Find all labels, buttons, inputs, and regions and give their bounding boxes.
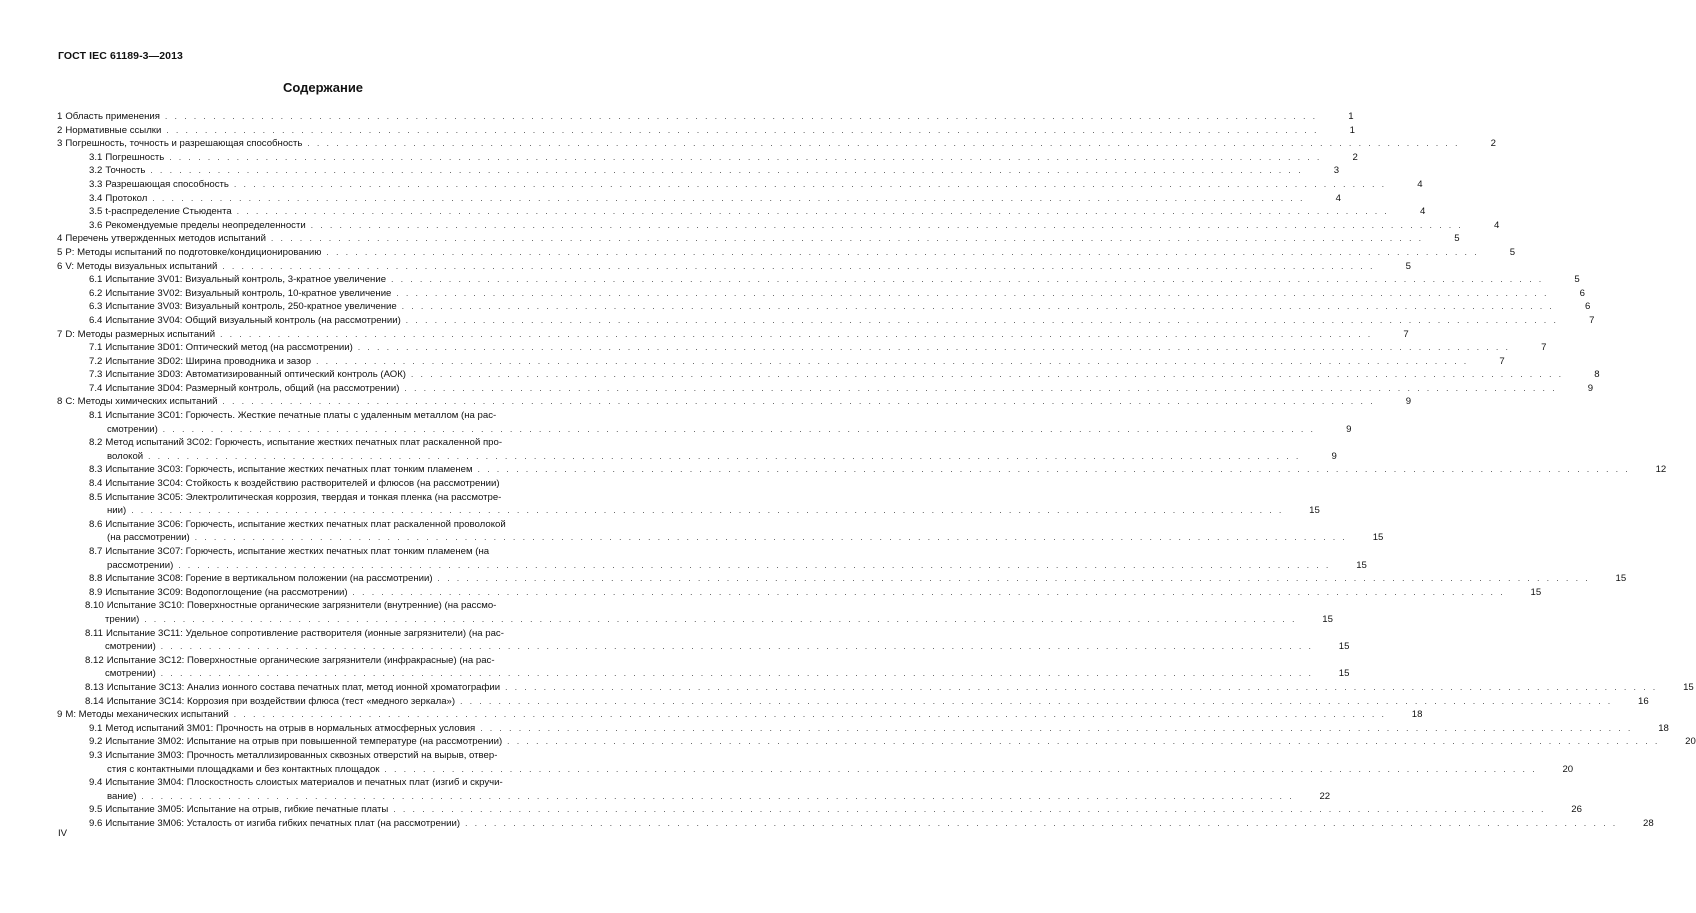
toc-entry-text: Испытание 3D01: Оптический метод (на рассмотрении) xyxy=(105,342,353,354)
toc-entry-number: 6 xyxy=(57,260,63,272)
toc-entry-text: Метод испытаний 3C02: Горючесть, испытание жестких печатных плат раскаленной про- xyxy=(105,437,503,449)
toc-entry-number: 8.4 xyxy=(89,478,103,490)
toc-entry-number: 8.1 xyxy=(89,410,103,422)
dot-leader: . . . . . . . . . . . . . . . . . . . . . . . . . . . . . . . . . . . . . . . . . . . . . . . . . . . . . . . . . . . . . . . . . . . . . . . . . . . . . . . . . . . . . . . . . . . . . . . . . . . . . . . . . . . . . . . . . . . . . . . . xyxy=(131,506,1284,516)
toc-entry-text: Испытание 3C01: Горючесть. Жесткие печатные платы с удаленным металлом (на рас- xyxy=(105,410,497,422)
toc-entry[interactable] xyxy=(57,219,1500,233)
toc-entry[interactable] xyxy=(57,382,1594,396)
toc-entry[interactable] xyxy=(57,137,1496,151)
toc-entry-number: 6.4 xyxy=(89,314,103,326)
toc-entry[interactable] xyxy=(57,545,1367,572)
toc-entry-page: 18 xyxy=(1411,709,1423,721)
dot-leader: . . . . . . . . . . . . . . . . . . . . . . . . . . . . . . . . . . . . . . . . . . . . . . . . . . . . . . . . . . . . . . . . . . . . . . . . . . . . . . . . . . . . . . . . . . . . . . . . . . . . . . . . . . . . . . . . . . . . . . . . xyxy=(460,696,1613,706)
toc-entry-number: 9 xyxy=(57,709,63,721)
toc-entry-number: 6.3 xyxy=(89,301,103,313)
dot-leader: . . . . . . . . . . . . . . . . . . . . . . . . . . . . . . . . . . . . . . . . . . . . . . . . . . . . . . . . . . . . . . . . . . . . . . . . . . . . . . . . . . . . . . . . . . . . . . . . . . . . . . . . . . . . . . . . . . . . . . . . xyxy=(401,302,1555,312)
toc-entry-number: 4 xyxy=(57,233,63,245)
toc-entry-number: 6.1 xyxy=(89,274,103,286)
toc-entry-continuation: трении) xyxy=(105,613,140,625)
toc-entry[interactable] xyxy=(57,708,1423,722)
toc-entry-page: 1 xyxy=(1348,111,1354,122)
toc-entry-page: 15 xyxy=(1372,532,1384,544)
toc-entry-number: 8.11 xyxy=(85,627,103,639)
standard-code: ГОСТ IEC 61189-3—2013 xyxy=(58,50,183,62)
toc-entry-number: 8.5 xyxy=(89,491,103,503)
toc-entry-text: P: Методы испытаний по подготовке/кондиционированию xyxy=(65,246,322,258)
toc-entry-text: Испытание 3V01: Визуальный контроль, 3-кратное увеличение xyxy=(105,274,387,286)
dot-leader: . . . . . . . . . . . . . . . . . . . . . . . . . . . . . . . . . . . . . . . . . . . . . . . . . . . . . . . . . . . . . . . . . . . . . . . . . . . . . . . . . . . . . . . . . . . . . . . . . . . . . . . . . . . . . . . . . . . . . . . . xyxy=(393,805,1546,815)
toc-entry[interactable] xyxy=(57,817,1654,831)
toc-entry-page: 7 xyxy=(1589,314,1595,326)
toc-entry-number: 3 xyxy=(57,138,63,150)
toc-entry-page: 18 xyxy=(1658,722,1669,734)
dot-leader: . . . . . . . . . . . . . . . . . . . . . . . . . . . . . . . . . . . . . . . . . . . . . . . . . . . . . . . . . . . . . . . . . . . . . . . . . . . . . . . . . . . . . . . . . . . . . . . . . . . . . . . . . . . . . . . . . . . . . . . . xyxy=(141,791,1295,801)
dot-leader: . . . . . . . . . . . . . . . . . . . . . . . . . . . . . . . . . . . . . . . . . . . . . . . . . . . . . . . . . . . . . . . . . . . . . . . . . . . . . . . . . . . . . . . . . . . . . . . . . . . . . . . . . . . . . . . . . . . . . . . . xyxy=(164,112,1318,121)
toc-entry-page: 26 xyxy=(1571,804,1582,816)
toc-entry-page: 5 xyxy=(1405,260,1411,272)
dot-leader: . . . . . . . . . . . . . . . . . . . . . . . . . . . . . . . . . . . . . . . . . . . . . . . . . . . . . . . . . . . . . . . . . . . . . . . . . . . . . . . . . . . . . . . . . . . . . . . . . . . . . . . . . . . . . . . . . . . . . . . . xyxy=(437,574,1591,584)
toc-entry-number: 3.6 xyxy=(89,219,103,231)
toc-entry-page: 4 xyxy=(1494,219,1500,231)
toc-entry-number: 8.2 xyxy=(89,437,103,449)
toc-entry-page: 16 xyxy=(1638,695,1649,707)
toc-entry[interactable] xyxy=(57,273,1580,287)
dot-leader: . . . . . . . . . . . . . . . . . . . . . . . . . . . . . . . . . . . . . . . . . . . . . . . . . . . . . . . . . . . . . . . . . . . . . . . . . . . . . . . . . . . . . . . . . . . . . . . . . . . . . . . . . . . . . . . . . . . . . . . . xyxy=(166,125,1319,135)
toc-entry[interactable] xyxy=(57,627,1350,654)
dot-leader: . . . . . . . . . . . . . . . . . . . . . . . . . . . . . . . . . . . . . . . . . . . . . . . . . . . . . . . . . . . . . . . . . . . . . . . . . . . . . . . . . . . . . . . . . . . . . . . . . . . . . . . . . . . . . . . . . . . . . . . . xyxy=(160,669,1314,679)
dot-leader: . . . . . . . . . . . . . . . . . . . . . . . . . . . . . . . . . . . . . . . . . . . . . . . . . . . . . . . . . . . . . . . . . . . . . . . . . . . . . . . . . . . . . . . . . . . . . . . . . . . . . . . . . . . . . . . . . . . . . . . . xyxy=(178,560,1331,570)
toc-entry-continuation: смотрении) xyxy=(105,668,156,680)
toc-entry-continuation: вание) xyxy=(107,790,137,802)
toc-entry-number: 8.13 xyxy=(85,681,104,693)
toc-entry[interactable] xyxy=(57,436,1337,463)
toc-entry-text: Погрешность xyxy=(105,151,165,163)
toc-entry-text: M: Методы механических испытаний xyxy=(65,709,229,721)
dot-leader: . . . . . . . . . . . . . . . . . . . . . . . . . . . . . . . . . . . . . . . . . . . . . . . . . . . . . . . . . . . . . . . . . . . . . . . . . . . . . . . . . . . . . . . . . . . . . . . . . . . . . . . . . . . . . . . . . . . . . . . . xyxy=(352,587,1506,597)
toc-entry[interactable] xyxy=(57,232,1460,246)
toc-entry[interactable] xyxy=(57,654,1350,681)
dot-leader: . . . . . . . . . . . . . . . . . . . . . . . . . . . . . . . . . . . . . . . . . . . . . . . . . . . . . . . . . . . . . . . . . . . . . . . . . . . . . . . . . . . . . . . . . . . . . . . . . . . . . . . . . . . . . . . . . . . . . . . . xyxy=(357,343,1511,353)
toc-entry-page: 2 xyxy=(1352,151,1358,163)
toc-entry[interactable] xyxy=(57,205,1426,219)
toc-entry[interactable] xyxy=(57,803,1582,817)
toc-entry[interactable] xyxy=(57,491,1320,518)
toc-entry-text: t-распределение Стьюдента xyxy=(105,206,232,218)
toc-entry-number: 3.4 xyxy=(89,192,103,204)
toc-entry-page: 15 xyxy=(1530,586,1542,598)
toc-entry[interactable] xyxy=(57,178,1423,192)
toc-entry-number: 7 xyxy=(57,328,63,340)
dot-leader: . . . . . . . . . . . . . . . . . . . . . . . . . . . . . . . . . . . . . . . . . . . . . . . . . . . . . . . . . . . . . . . . . . . . . . . . . . . . . . . . . . . . . . . . . . . . . . . . . . . . . . . . . . . . . . . . . . . . . . . . xyxy=(222,261,1375,271)
toc-entry-number: 9.6 xyxy=(89,817,103,829)
toc-entry-text: Испытание 3C03: Горючесть, испытание жестких печатных плат тонким пламенем xyxy=(105,464,473,476)
toc-entry-number: 2 xyxy=(57,124,63,136)
toc-entry[interactable] xyxy=(57,722,1669,736)
toc-entry[interactable] xyxy=(57,124,1355,138)
dot-leader: . . . . . . . . . . . . . . . . . . . . . . . . . . . . . . . . . . . . . . . . . . . . . . . . . . . . . . . . . . . . . . . . . . . . . . . . . . . . . . . . . . . . . . . . . . . . . . . . . . . . . . . . . . . . . . . . . . . . . . . . xyxy=(505,682,1658,692)
toc-entry-page: 1 xyxy=(1349,124,1355,136)
toc-entry[interactable] xyxy=(57,463,1667,477)
toc-entry-text: D: Методы размерных испытаний xyxy=(65,328,216,340)
table-of-contents xyxy=(57,110,1696,830)
toc-entry[interactable] xyxy=(57,409,1352,436)
toc-entry-continuation: (на рассмотрении) xyxy=(107,532,190,544)
toc-entry-number: 8.9 xyxy=(89,586,103,598)
toc-entry-text: Рекомендуемые пределы неопределенности xyxy=(105,219,306,231)
toc-entry-page: 15 xyxy=(1309,505,1320,517)
dot-leader: . . . . . . . . . . . . . . . . . . . . . . . . . . . . . . . . . . . . . . . . . . . . . . . . . . . . . . . . . . . . . . . . . . . . . . . . . . . . . . . . . . . . . . . . . . . . . . . . . . . . . . . . . . . . . . . . . . . . . . . . xyxy=(465,818,1618,828)
toc-entry-continuation: смотрении) xyxy=(107,423,158,435)
dot-leader: . . . . . . . . . . . . . . . . . . . . . . . . . . . . . . . . . . . . . . . . . . . . . . . . . . . . . . . . . . . . . . . . . . . . . . . . . . . . . . . . . . . . . . . . . . . . . . . . . . . . . . . . . . . . . . . . . . . . . . . . xyxy=(162,424,1316,434)
page-title: Содержание xyxy=(282,80,364,95)
toc-entry[interactable] xyxy=(57,749,1574,776)
dot-leader: . . . . . . . . . . . . . . . . . . . . . . . . . . . . . . . . . . . . . . . . . . . . . . . . . . . . . . . . . . . . . . . . . . . . . . . . . . . . . . . . . . . . . . . . . . . . . . . . . . . . . . . . . . . . . . . . . . . . . . . . xyxy=(391,275,1544,285)
toc-entry-number: 8.8 xyxy=(89,573,103,585)
toc-entry-page: 15 xyxy=(1338,641,1350,653)
toc-entry-number: 7.4 xyxy=(89,382,103,394)
toc-entry-continuation: стия с контактными площадками и без контактных площадок xyxy=(107,763,380,775)
toc-entry-page: 5 xyxy=(1574,274,1580,286)
dot-leader: . . . . . . . . . . . . . . . . . . . . . . . . . . . . . . . . . . . . . . . . . . . . . . . . . . . . . . . . . . . . . . . . . . . . . . . . . . . . . . . . . . . . . . . . . . . . . . . . . . . . . . . . . . . . . . . . . . . . . . . . xyxy=(148,451,1301,461)
toc-entry-continuation: волокой xyxy=(107,450,144,462)
toc-entry-text: Метод испытаний 3M01: Прочность на отрыв в нормальных атмосферных условия xyxy=(105,722,476,734)
toc-entry[interactable] xyxy=(57,341,1547,355)
toc-entry-number: 8.10 xyxy=(85,600,104,612)
toc-entry-page: 12 xyxy=(1655,464,1667,476)
toc-entry[interactable] xyxy=(57,681,1694,695)
dot-leader: . . . . . . . . . . . . . . . . . . . . . . . . . . . . . . . . . . . . . . . . . . . . . . . . . . . . . . . . . . . . . . . . . . . . . . . . . . . . . . . . . . . . . . . . . . . . . . . . . . . . . . . . . . . . . . . . . . . . . . . . xyxy=(233,179,1387,189)
toc-entry[interactable] xyxy=(57,164,1340,178)
toc-entry[interactable] xyxy=(57,368,1600,382)
dot-leader: . . . . . . . . . . . . . . . . . . . . . . . . . . . . . . . . . . . . . . . . . . . . . . . . . . . . . . . . . . . . . . . . . . . . . . . . . . . . . . . . . . . . . . . . . . . . . . . . . . . . . . . . . . . . . . . . . . . . . . . . xyxy=(270,234,1424,244)
toc-entry-number: 1 xyxy=(57,111,63,122)
dot-leader: . . . . . . . . . . . . . . . . . . . . . . . . . . . . . . . . . . . . . . . . . . . . . . . . . . . . . . . . . . . . . . . . . . . . . . . . . . . . . . . . . . . . . . . . . . . . . . . . . . . . . . . . . . . . . . . . . . . . . . . . xyxy=(411,370,1564,380)
dot-leader: . . . . . . . . . . . . . . . . . . . . . . . . . . . . . . . . . . . . . . . . . . . . . . . . . . . . . . . . . . . . . . . . . . . . . . . . . . . . . . . . . . . . . . . . . . . . . . . . . . . . . . . . . . . . . . . . . . . . . . . . xyxy=(326,247,1480,257)
toc-entry-number: 7.1 xyxy=(89,342,103,354)
toc-entry-page: 15 xyxy=(1356,559,1367,571)
toc-entry[interactable] xyxy=(57,192,1341,206)
toc-entry-page: 7 xyxy=(1541,342,1547,354)
toc-entry-number: 8 xyxy=(57,396,63,408)
dot-leader: . . . . . . . . . . . . . . . . . . . . . . . . . . . . . . . . . . . . . . . . . . . . . . . . . . . . . . . . . . . . . . . . . . . . . . . . . . . . . . . . . . . . . . . . . . . . . . . . . . . . . . . . . . . . . . . . . . . . . . . . xyxy=(220,329,1373,339)
toc-entry-number: 9.2 xyxy=(89,736,103,748)
toc-entry-page: 3 xyxy=(1333,165,1340,177)
dot-leader: . . . . . . . . . . . . . . . . . . . . . . . . . . . . . . . . . . . . . . . . . . . . . . . . . . . . . . . . . . . . . . . . . . . . . . . . . . . . . . . . . . . . . . . . . . . . . . . . . . . . . . . . . . . . . . . . . . . . . . . . xyxy=(307,139,1460,149)
dot-leader: . . . . . . . . . . . . . . . . . . . . . . . . . . . . . . . . . . . . . . . . . . . . . . . . . . . . . . . . . . . . . . . . . . . . . . . . . . . . . . . . . . . . . . . . . . . . . . . . . . . . . . . . . . . . . . . . . . . . . . . . xyxy=(194,533,1348,543)
toc-entry-page: 28 xyxy=(1643,817,1654,829)
toc-entry-number: 8.6 xyxy=(89,518,103,530)
toc-entry[interactable] xyxy=(57,776,1331,803)
toc-entry-text: Испытание 3V02: Визуальный контроль, 10-кратное увеличение xyxy=(105,287,392,299)
toc-entry-text: Испытание 3M02: Испытание на отрыв при повышенной температуре (на рассмотрении) xyxy=(105,736,503,748)
toc-entry-text: Разрешающая способность xyxy=(105,178,229,190)
dot-leader: . . . . . . . . . . . . . . . . . . . . . . . . . . . . . . . . . . . . . . . . . . . . . . . . . . . . . . . . . . . . . . . . . . . . . . . . . . . . . . . . . . . . . . . . . . . . . . . . . . . . . . . . . . . . . . . . . . . . . . . . xyxy=(477,465,1631,475)
toc-entry-number: 9.1 xyxy=(89,722,103,734)
dot-leader: . . . . . . . . . . . . . . . . . . . . . . . . . . . . . . . . . . . . . . . . . . . . . . . . . . . . . . . . . . . . . . . . . . . . . . . . . . . . . . . . . . . . . . . . . . . . . . . . . . . . . . . . . . . . . . . . . . . . . . . . xyxy=(384,764,1538,774)
toc-entry-text: Испытание 3V03: Визуальный контроль, 250-кратное увеличение xyxy=(105,301,397,313)
dot-leader: . . . . . . . . . . . . . . . . . . . . . . . . . . . . . . . . . . . . . . . . . . . . . . . . . . . . . . . . . . . . . . . . . . . . . . . . . . . . . . . . . . . . . . . . . . . . . . . . . . . . . . . . . . . . . . . . . . . . . . . . xyxy=(316,356,1469,366)
toc-entry-page: 20 xyxy=(1562,763,1574,775)
page-number: IV xyxy=(58,828,68,839)
toc-entry-page: 9 xyxy=(1587,382,1594,394)
toc-entry-text: Испытание 3C14: Коррозия при воздействии флюса (тест «медного зеркала») xyxy=(106,695,456,707)
toc-entry-page: 6 xyxy=(1579,287,1586,299)
toc-entry-number: 5 xyxy=(57,246,63,258)
dot-leader: . . . . . . . . . . . . . . . . . . . . . . . . . . . . . . . . . . . . . . . . . . . . . . . . . . . . . . . . . . . . . . . . . . . . . . . . . . . . . . . . . . . . . . . . . . . . . . . . . . . . . . . . . . . . . . . . . . . . . . . . xyxy=(144,614,1297,624)
toc-entry-text: C: Методы химических испытаний xyxy=(65,396,218,408)
toc-entry[interactable] xyxy=(57,246,1516,260)
toc-entry-number: 8.3 xyxy=(89,464,103,476)
dot-leader: . . . . . . . . . . . . . . . . . . . . . . . . . . . . . . . . . . . . . . . . . . . . . . . . . . . . . . . . . . . . . . . . . . . . . . . . . . . . . . . . . . . . . . . . . . . . . . . . . . . . . . . . . . . . . . . . . . . . . . . . xyxy=(405,315,1559,325)
toc-entry-text: Испытание 3C13: Анализ ионного состава печатных плат, метод ионной хроматографии xyxy=(106,681,501,693)
toc-entry[interactable] xyxy=(57,328,1409,342)
toc-entry-number: 3.3 xyxy=(89,178,103,190)
toc-entry-text: Испытание 3C07: Горючесть, испытание жестких печатных плат тонким пламенем (на xyxy=(105,546,490,557)
toc-entry-page: 22 xyxy=(1319,790,1331,802)
toc-entry-text: Протокол xyxy=(105,192,148,204)
toc-entry-text: Точность xyxy=(105,165,146,177)
toc-entry-text: Испытание 3M03: Прочность металлизированных сквозных отверстий на вырыв, отвер- xyxy=(105,749,498,761)
dot-leader: . . . . . . . . . . . . . . . . . . . . . . . . . . . . . . . . . . . . . . . . . . . . . . . . . . . . . . . . . . . . . . . . . . . . . . . . . . . . . . . . . . . . . . . . . . . . . . . . . . . . . . . . . . . . . . . . . . . . . . . . xyxy=(160,642,1314,652)
toc-entry-number: 8.12 xyxy=(85,654,104,666)
toc-entry-page: 2 xyxy=(1490,138,1496,150)
toc-entry-number: 6.2 xyxy=(89,287,103,299)
toc-entry-number: 9.3 xyxy=(89,749,103,761)
toc-entry-number: 8.7 xyxy=(89,546,103,557)
toc-entry-text: Испытание 3M05: Испытание на отрыв, гибкие печатные платы xyxy=(105,804,389,816)
dot-leader: . . . . . . . . . . . . . . . . . . . . . . . . . . . . . . . . . . . . . . . . . . . . . . . . . . . . . . . . . . . . . . . . . . . . . . . . . . . . . . . . . . . . . . . . . . . . . . . . . . . . . . . . . . . . . . . . . . . . . . . . xyxy=(233,710,1387,720)
toc-entry-page: 4 xyxy=(1335,192,1341,204)
toc-entry[interactable] xyxy=(57,314,1595,328)
toc-entry-text: Нормативные ссылки xyxy=(65,124,162,136)
dot-leader: . . . . . . . . . . . . . . . . . . . . . . . . . . . . . . . . . . . . . . . . . . . . . . . . . . . . . . . . . . . . . . . . . . . . . . . . . . . . . . . . . . . . . . . . . . . . . . . . . . . . . . . . . . . . . . . . . . . . . . . . xyxy=(404,383,1558,393)
toc-entry[interactable] xyxy=(57,260,1411,274)
toc-entry[interactable] xyxy=(57,572,1627,586)
toc-entry-number: 9.4 xyxy=(89,777,103,789)
toc-entry-page: 4 xyxy=(1417,178,1423,190)
toc-entry[interactable] xyxy=(57,355,1505,369)
toc-entry-page: 9 xyxy=(1331,450,1337,462)
dot-leader: . . . . . . . . . . . . . . . . . . . . . . . . . . . . . . . . . . . . . . . . . . . . . . . . . . . . . . . . . . . . . . . . . . . . . . . . . . . . . . . . . . . . . . . . . . . . . . . . . . . . . . . . . . . . . . . . . . . . . . . . xyxy=(396,288,1550,298)
toc-entry-text: Испытание 3C11: Удельное сопротивление растворителя (ионные загрязнители) (на рас- xyxy=(105,627,504,639)
toc-entry-page: 7 xyxy=(1403,328,1409,340)
toc-entry[interactable] xyxy=(57,477,595,491)
toc-entry-number: 7.3 xyxy=(89,369,103,381)
toc-entry-text: Перечень утвержденных методов испытаний xyxy=(65,233,266,245)
toc-entry-number: 8.14 xyxy=(85,695,104,707)
dot-leader: . . . . . . . . . . . . . . . . . . . . . . . . . . . . . . . . . . . . . . . . . . . . . . . . . . . . . . . . . . . . . . . . . . . . . . . . . . . . . . . . . . . . . . . . . . . . . . . . . . . . . . . . . . . . . . . . . . . . . . . . xyxy=(150,166,1304,176)
toc-entry-page: 9 xyxy=(1405,396,1412,408)
toc-entry-text: V: Методы визуальных испытаний xyxy=(65,260,218,272)
toc-entry[interactable] xyxy=(57,518,1384,545)
toc-entry-page: 15 xyxy=(1322,613,1333,625)
toc-entry-text: Испытание 3C04: Стойкость к воздействию растворителей и флюсов (на рассмотрении) xyxy=(105,478,500,490)
toc-entry-text: Испытание 3C05: Электролитическая коррозия, твердая и тонкая пленка (на рассмотре- xyxy=(105,491,502,503)
toc-entry-page: 15 xyxy=(1338,668,1350,680)
toc-entry[interactable] xyxy=(57,287,1586,301)
toc-entry-continuation: рассмотрении) xyxy=(107,559,174,571)
toc-entry[interactable] xyxy=(57,110,1354,124)
toc-entry-number: 9.5 xyxy=(89,804,103,816)
toc-entry-number: 7.2 xyxy=(89,355,103,367)
dot-leader: . . . . . . . . . . . . . . . . . . . . . . . . . . . . . . . . . . . . . . . . . . . . . . . . . . . . . . . . . . . . . . . . . . . . . . . . . . . . . . . . . . . . . . . . . . . . . . . . . . . . . . . . . . . . . . . . . . . . . . . . xyxy=(480,723,1633,733)
toc-entry[interactable] xyxy=(57,586,1542,600)
toc-entry-text: Испытание 3V04: Общий визуальный контроль (на рассмотрении) xyxy=(105,314,401,326)
toc-entry-text: Область применения xyxy=(65,111,160,122)
toc-entry-text: Испытание 3C06: Горючесть, испытание жестких печатных плат раскаленной проволокой xyxy=(105,518,506,530)
dot-leader: . . . . . . . . . . . . . . . . . . . . . . . . . . . . . . . . . . . . . . . . . . . . . . . . . . . . . . . . . . . . . . . . . . . . . . . . . . . . . . . . . . . . . . . . . . . . . . . . . . . . . . . . . . . . . . . . . . . . . . . . xyxy=(310,220,1464,230)
toc-entry-text: Испытание 3C09: Водопоглощение (на рассмотрении) xyxy=(105,586,348,598)
toc-entry[interactable] xyxy=(57,395,1412,409)
toc-entry[interactable] xyxy=(57,599,1333,626)
toc-entry[interactable] xyxy=(57,300,1591,314)
toc-entry-page: 8 xyxy=(1594,369,1600,381)
dot-leader: . . . . . . . . . . . . . . . . . . . . . . . . . . . . . . . . . . . . . . . . . . . . . . . . . . . . . . . . . . . . . . . . . . . . . . . . . . . . . . . . . . . . . . . . . . . . . . . . . . . . . . . . . . . . . . . . . . . . . . . . xyxy=(222,397,1376,407)
toc-entry-text: Испытание 3C10: Поверхностные органические загрязнители (внутренние) (на рассмо- xyxy=(106,600,497,612)
dot-leader: . . . . . . . . . . . . . . . . . . . . . . . . . . . . . . . . . . . . . . . . . . . . . . . . . . . . . . . . . . . . . . . . . . . . . . . . . . . . . . . . . . . . . . . . . . . . . . . . . . . . . . . . . . . . . . . . . . . . . . . . xyxy=(507,737,1660,747)
toc-entry-text: Испытание 3M04: Плоскостность слоистых материалов и печатных плат (изгиб и скручи- xyxy=(105,777,503,789)
toc-entry-continuation: смотрении) xyxy=(105,641,156,653)
toc-entry-page: 7 xyxy=(1499,355,1505,367)
dot-leader: . . . . . . . . . . . . . . . . . . . . . . . . . . . . . . . . . . . . . . . . . . . . . . . . . . . . . . . . . . . . . . . . . . . . . . . . . . . . . . . . . . . . . . . . . . . . . . . . . . . . . . . . . . . . . . . . . . . . . . . . xyxy=(169,152,1322,162)
toc-entry-page: 20 xyxy=(1685,736,1696,748)
toc-entry[interactable] xyxy=(57,695,1649,709)
toc-entry-page: 4 xyxy=(1419,206,1426,218)
toc-entry-text: Погрешность, точность и разрешающая способность xyxy=(65,138,303,150)
toc-entry-text: Испытание 3C08: Горение в вертикальном положении (на рассмотрении) xyxy=(105,573,433,585)
toc-entry-number: 3.2 xyxy=(89,165,103,177)
toc-entry-number: 3.1 xyxy=(89,151,103,163)
toc-entry-page: 9 xyxy=(1346,423,1352,435)
toc-entry-page: 6 xyxy=(1585,301,1591,313)
toc-entry[interactable] xyxy=(57,151,1358,165)
toc-entry-continuation: нии) xyxy=(107,505,127,517)
dot-leader: . . . . . . . . . . . . . . . . . . . . . . . . . . . . . . . . . . . . . . . . . . . . . . . . . . . . . . . . . . . . . . . . . . . . . . . . . . . . . . . . . . . . . . . . . . . . . . . . . . . . . . . . . . . . . . . . . . . . . . . . xyxy=(236,207,1390,217)
toc-entry-number: 3.5 xyxy=(89,206,103,218)
toc-entry-page: 5 xyxy=(1454,233,1460,245)
toc-entry-text: Испытание 3D04: Размерный контроль, общий (на рассмотрении) xyxy=(105,382,400,394)
toc-entry-text: Испытание 3C12: Поверхностные органические загрязнители (инфракрасные) (на рас- xyxy=(106,654,495,666)
toc-entry-text: Испытание 3M06: Усталость от изгиба гибких печатных плат (на рассмотрении) xyxy=(105,817,461,829)
dot-leader: . . . . . . . . . . . . . . . . . . . . . . . . . . . . . . . . . . . . . . . . . . . . . . . . . . . . . . . . . . . . . . . . . . . . . . . . . . . . . . . . . . . . . . . . . . . . . . . . . . . . . . . . . . . . . . . . . . . . . . . . xyxy=(152,193,1305,203)
toc-entry-text: Испытание 3D02: Ширина проводника и зазор xyxy=(105,355,312,367)
toc-entry-page: 15 xyxy=(1615,573,1627,585)
toc-entry-page: 5 xyxy=(1509,246,1516,258)
toc-entry-page: 15 xyxy=(1683,681,1694,693)
toc-entry[interactable] xyxy=(57,735,1696,749)
toc-entry-text: Испытание 3D03: Автоматизированный оптический контроль (АОК) xyxy=(105,369,407,381)
